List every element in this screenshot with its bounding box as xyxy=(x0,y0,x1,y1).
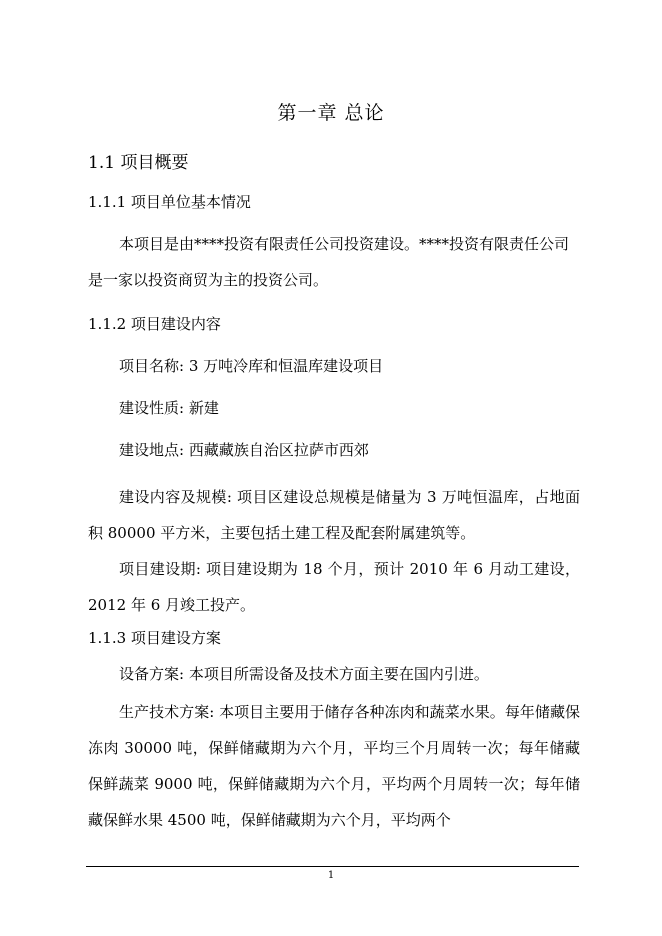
construction-scope-paragraph: 建设内容及规模: 项目区建设总规模是储量为 3 万吨恒温库，占地面积 80000 平方米，主要包括土建工程及配套附属建筑等。 xyxy=(88,488,580,542)
equipment-plan-paragraph: 设备方案: 本项目所需设备及技术方面主要在国内引进。 xyxy=(119,665,489,683)
project-name-paragraph: 项目名称: 3 万吨冷库和恒温库建设项目 xyxy=(119,357,384,375)
company-info-paragraph: 本项目是由****投资有限责任公司投资建设。****投资有限责任公司是一家以投资商贸为主的投资公司。 xyxy=(88,235,570,289)
footer-divider xyxy=(86,866,579,867)
section-heading-1-1-3: 1.1.3 项目建设方案 xyxy=(88,629,221,647)
construction-nature-paragraph: 建设性质: 新建 xyxy=(119,399,219,417)
section-heading-1-1-1: 1.1.1 项目单位基本情况 xyxy=(88,193,251,211)
chapter-title: 第一章 总论 xyxy=(277,102,385,124)
construction-site-paragraph: 建设地点: 西藏藏族自治区拉萨市西郊 xyxy=(119,441,369,459)
construction-period-paragraph: 项目建设期: 项目建设期为 18 个月，预计 2010 年 6 月动工建设，2012 年 6 月竣工投产。 xyxy=(88,560,580,614)
page-number: 1 xyxy=(327,870,335,881)
section-heading-1-1: 1.1 项目概要 xyxy=(88,153,189,173)
production-plan-paragraph: 生产技术方案: 本项目主要用于储存各种冻肉和蔬菜水果。每年储藏保冻肉 30000 吨，保鲜储藏期为六个月，平均三个月周转一次；每年储藏保鲜蔬菜 9000 吨，保鲜储藏期为六个月，平均两个月周转一次；每年储藏保鲜水果 4500 吨，保鲜储藏期为六个月，平均两个 xyxy=(88,703,580,829)
section-heading-1-1-2: 1.1.2 项目建设内容 xyxy=(88,315,221,333)
